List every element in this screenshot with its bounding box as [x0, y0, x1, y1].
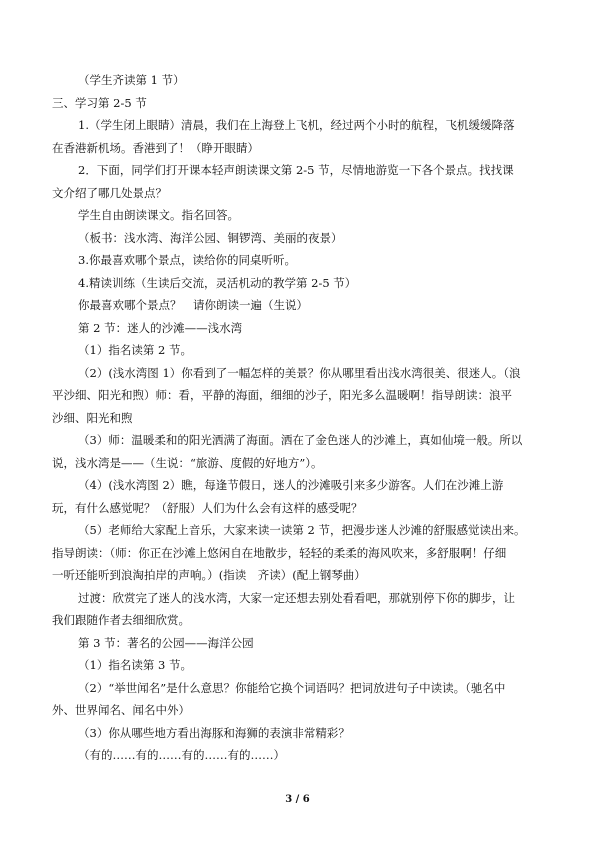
subsection-heading: 第 2 节：迷人的沙滩——浅水湾: [78, 320, 243, 335]
text-line: （3）你从哪些地方看出海豚和海狮的表演非常精彩？: [78, 725, 350, 740]
text-line: 你最喜欢哪个景点？ 请你朗读一遍（生说）: [78, 298, 308, 312]
text-line: （5）老师给大家配上音乐，大家来读一读第 2 节，把漫步迷人沙滩的舒服感觉读出来。: [78, 523, 526, 537]
body-text: [52, 69, 552, 767]
text-line: 学生自由朗读课文。指名回答。: [78, 208, 239, 222]
text-line: 在香港新机场。香港到了！（睁开眼睛）: [52, 140, 259, 155]
text-line: 沙细、阳光和煦: [52, 410, 133, 425]
text-line: 外、世界闻名、闻名中外）: [52, 703, 190, 717]
text-line: （2）“举世闻名”是什么意思？你能给它换个词语吗？把词放进句子中读读。（驰名中: [78, 680, 506, 695]
text-line: 1.（学生闭上眼睛）清晨，我们在上海登上飞机，经过两个小时的航程，飞机缓缓降落: [78, 118, 515, 132]
text-line: 我们跟随作者去细细欣赏。: [52, 613, 190, 627]
text-line: （有的……有的……有的……有的……）: [78, 748, 285, 762]
text-line: （1）指名读第 3 节。: [78, 658, 192, 672]
text-line: 文介绍了哪几处景点？: [52, 185, 167, 200]
page-number: 3 / 6: [285, 794, 310, 805]
text-line: 玩，有什么感觉呢？（舒服）人们为什么会有这样的感受呢？: [52, 500, 363, 515]
text-line: 一听还能听到浪淘拍岸的声响。）(指读 齐读）(配上钢琴曲）: [52, 568, 366, 582]
text-line: 4.精读训练（生读后交流，灵活机动的教学第 2-5 节）: [78, 275, 357, 290]
text-line: （板书：浅水湾、海洋公园、铜锣湾、美丽的夜景）: [78, 230, 343, 245]
text-line: （1）指名读第 2 节。: [78, 343, 192, 357]
text-line: 3.你最喜欢哪个景点，读给你的同桌听听。: [78, 253, 296, 267]
text-line: 2．下面，同学们打开课本轻声朗读课文第 2-5 节，尽情地游览一下各个景点。找找课: [78, 163, 514, 177]
text-line: （4）(浅水湾图 2）瞧，每逢节假日，迷人的沙滩吸引来多少游客。人们在沙滩上游: [78, 478, 504, 492]
text-line: 说，浅水湾是——（生说：“旅游、度假的好地方”）。: [52, 455, 323, 470]
text-line: （2）(浅水湾图 1）你看到了一幅怎样的美景？你从哪里看出浅水湾很美、很迷人。（浪: [78, 365, 521, 380]
text-line: （学生齐读第 1 节）: [78, 73, 185, 87]
text-line: 过渡：欣赏完了迷人的浅水湾，大家一定还想去别处看看吧，那就别停下你的脚步，让: [78, 590, 515, 605]
section-heading: 三、学习第 2-5 节: [52, 95, 147, 110]
subsection-heading: 第 3 节：著名的公园——海洋公园: [78, 635, 254, 650]
text-line: 平沙细、阳光和煦）师：看，平静的海面，细细的沙子，阳光多么温暖啊！指导朗读：浪平: [52, 388, 512, 402]
text-line: 指导朗读：（师：你正在沙滩上悠闲自在地散步，轻轻的柔柔的海风吹来，多舒服啊！仔细: [52, 545, 507, 560]
text-line: （3）师：温暖柔和的阳光洒满了海面。洒在了金色迷人的沙滩上，真如仙境一般。所以: [78, 433, 523, 447]
